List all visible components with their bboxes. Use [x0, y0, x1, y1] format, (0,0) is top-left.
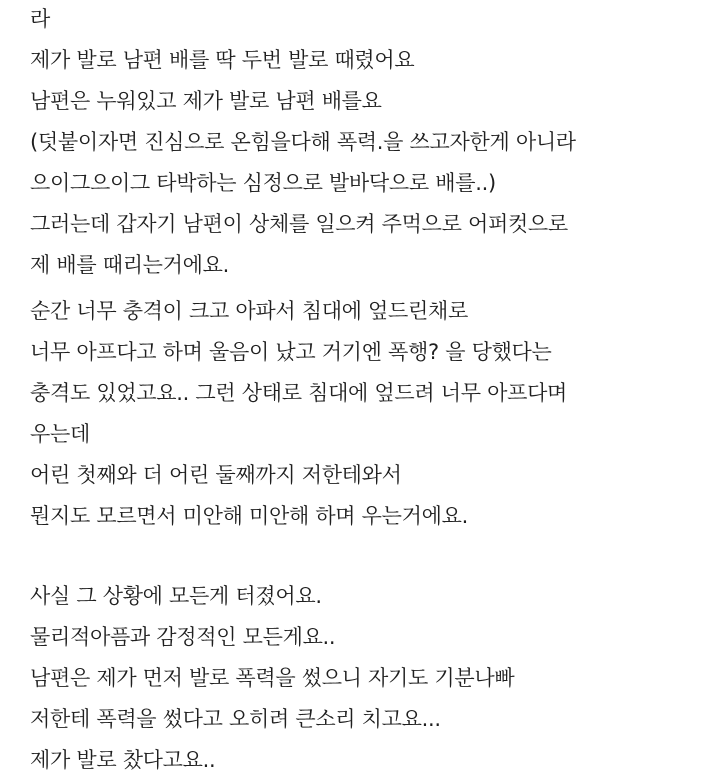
text-line: 사실 그 상황에 모든게 터졌어요. — [30, 584, 322, 608]
text-line: 순간 너무 충격이 크고 아파서 침대에 엎드린채로 — [30, 299, 468, 323]
text-line: 남편은 제가 먼저 발로 폭력을 썼으니 자기도 기분나빠 — [30, 666, 515, 690]
text-line: 그러는데 갑자기 남편이 상체를 일으켜 주먹으로 어퍼컷으로 — [30, 212, 568, 236]
text-line: 남편은 누워있고 제가 발로 남편 배를요 — [30, 89, 382, 113]
text-line: 라 — [30, 7, 50, 31]
text-line: 어린 첫째와 더 어린 둘째까지 저한테와서 — [30, 463, 402, 487]
text-line: 물리적아픔과 감정적인 모든게요.. — [30, 625, 336, 649]
text-line: 우는데 — [30, 422, 90, 446]
text-line: 너무 아프다고 하며 울음이 났고 거기엔 폭행? 을 당했다는 — [30, 340, 552, 364]
text-line: 제가 발로 찼다고요.. — [30, 748, 216, 772]
text-line: 저한테 폭력을 썼다고 오히려 큰소리 치고요... — [30, 707, 441, 731]
text-line: 충격도 있었고요.. 그런 상태로 침대에 엎드려 너무 아프다며 — [30, 381, 568, 405]
text-line: 뭔지도 모르면서 미안해 미안해 하며 우는거에요. — [30, 504, 468, 528]
text-line: (덧붙이자면 진심으로 온힘을다해 폭력.을 쓰고자한게 아니라 — [30, 130, 576, 154]
text-line: 으이그으이그 타박하는 심정으로 발바닥으로 배를..) — [30, 171, 496, 195]
text-line: 제 배를 때리는거에요. — [30, 253, 229, 277]
text-line: 제가 발로 남편 배를 딱 두번 발로 때렸어요 — [30, 48, 415, 72]
